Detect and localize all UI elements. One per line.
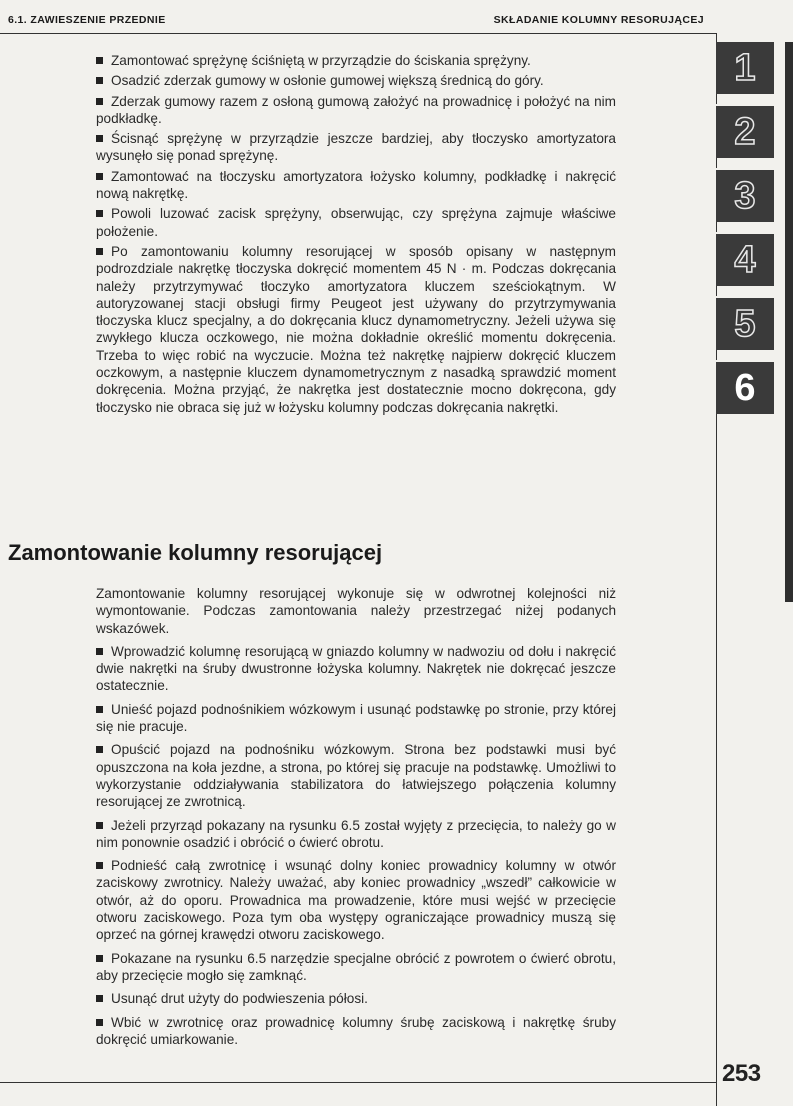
- chapter-tab-5[interactable]: 5: [716, 298, 774, 350]
- step-item: Powoli luzować zacisk sprężyny, obserwując, czy sprężyna zajmuje właściwe położenie.: [96, 206, 616, 239]
- bullet-icon: [96, 862, 103, 869]
- step-item: Zamontować sprężynę ściśniętą w przyrządzie do ściskania sprężyny.: [96, 52, 616, 69]
- chapter-tab-4[interactable]: 4: [716, 234, 774, 286]
- chapter-tab-2[interactable]: 2: [716, 106, 774, 158]
- section-heading: Zamontowanie kolumny resorującej: [8, 540, 383, 565]
- step-item: Unieść pojazd podnośnikiem wózkowym i usunąć podstawkę po stronie, przy której się nie pracuje.: [96, 701, 616, 735]
- footer-rule: [0, 1082, 716, 1083]
- chapter-tab-3[interactable]: 3: [716, 170, 774, 222]
- step-item: Zderzak gumowy razem z osłoną gumową założyć na prowadnicę i położyć na nim podkładkę.: [96, 93, 616, 126]
- bullet-icon: [96, 173, 103, 180]
- step-item: Osadzić zderzak gumowy w osłonie gumowej większą średnicą do góry.: [96, 72, 616, 89]
- step-item: Pokazane na rysunku 6.5 narzędzie specjalne obrócić z powrotem o ćwierć obrotu, aby przecięcie mogło się zamknąć.: [96, 950, 616, 983]
- chapter-title: 6.1. ZAWIESZENIE PRZEDNIE: [8, 14, 166, 26]
- page-number: 253: [722, 1060, 761, 1087]
- bullet-icon: [96, 77, 103, 84]
- bullet-icon: [96, 1019, 103, 1026]
- step-item: Podnieść całą zwrotnicę i wsunąć dolny koniec prowadnicy kolumny w otwór zaciskowy zwrotnicy. Należy uważać, aby koniec prowadnicy „wszedł” całkowicie w otwór, aż do oporu. Prowadnica ma prowadzenie, które musi wejść w przecięcie otworu zaciskowego. Poza tym oba występy ograniczające prowadnicy muszą się oprzeć na górnej krawędzi otworu zaciskowego.: [96, 858, 616, 943]
- bullet-icon: [96, 135, 103, 142]
- bullet-icon: [96, 822, 103, 829]
- section-intro: Zamontowanie kolumny resorującej wykonuje się w odwrotnej kolejności niż wymontowanie. Podczas zamontowania należy przestrzegać niżej podanych wskazówek.: [96, 586, 616, 636]
- bullet-icon: [96, 57, 103, 64]
- bullet-icon: [96, 746, 103, 753]
- installation-steps: [96, 585, 616, 1054]
- step-item: Zamontować na tłoczysku amortyzatora łożysko kolumny, podkładkę i nakręcić nową nakrętkę.: [96, 168, 616, 202]
- section-running-title: SKŁADANIE KOLUMNY RESORUJĄCEJ: [493, 14, 704, 26]
- chapter-tab-6-active[interactable]: 6: [716, 362, 774, 414]
- step-item: Jeżeli przyrząd pokazany na rysunku 6.5 został wyjęty z przecięcia, to należy go w nim ponownie osadzić i obrócić o ćwierć obrotu.: [96, 817, 616, 850]
- bullet-icon: [96, 210, 103, 217]
- step-item: Opuścić pojazd na podnośniku wózkowym. Strona bez podstawki musi być opuszczona na koła jezdne, a strona, po której się pracuje na podstawkę. Umożliwi to wykorzystanie oddziaływania stabilizatora do łatwiejszego połączenia kolumny resorującej ze zwrotnicą.: [96, 742, 616, 810]
- step-item: Po zamontowaniu kolumny resorującej w sposób opisany w następnym podrozdziale nakrętkę tłoczyska dokręcić momentem 45 N · m. Podczas dokręcania należy przytrzymywać tłoczyko amortyzatora kluczem sześciokątnym. W autoryzowanej stacji obsługi firmy Peugeot jest używany do przytrzymywania tłoczyska klucz specjalny, a do dokręcania klucz dynamometryczny. Jeżeli używa się zwykłego klucza oczkowego, nie można dokładnie określić momentu dokręcenia. Trzeba to więc robić na wyczucie. Można też nakrętkę najpierw dokręcić kluczem oczkowym, a następnie kluczem dynamometrycznym z nasadką sprawdzić moment dokręcenia. Można przyjąć, że nakrętka jest dostatecznie mocno dokręcona, gdy tłoczysko nie obraca się już w łożysku kolumny podczas dokręcania nakrętki.: [96, 243, 616, 415]
- step-item: Wbić w zwrotnicę oraz prowadnicę kolumny śrubę zaciskową i nakrętkę śruby dokręcić umiarkowanie.: [96, 1014, 616, 1047]
- step-item: Usunąć drut użyty do podwieszenia półosi.: [96, 990, 616, 1007]
- chapter-tab-1[interactable]: 1: [716, 42, 774, 94]
- assembly-steps: [96, 52, 616, 419]
- running-header: [0, 14, 716, 34]
- bullet-icon: [96, 995, 103, 1002]
- bullet-icon: [96, 706, 103, 713]
- bullet-icon: [96, 98, 103, 105]
- step-item: Wprowadzić kolumnę resorującą w gniazdo kolumny w nadwoziu od dołu i nakręcić dwie nakrętki na śruby dwustronne łożyska kolumny. Nakrętek nie dokręcać jeszcze ostatecznie.: [96, 643, 616, 694]
- header-rule: [0, 33, 716, 34]
- page-edge-marker: [785, 42, 793, 602]
- bullet-icon: [96, 955, 103, 962]
- bullet-icon: [96, 248, 103, 255]
- step-item: Ścisnąć sprężynę w przyrządzie jeszcze bardziej, aby tłoczysko amortyzatora wysunęło się ponad sprężynę.: [96, 131, 616, 164]
- bullet-icon: [96, 648, 103, 655]
